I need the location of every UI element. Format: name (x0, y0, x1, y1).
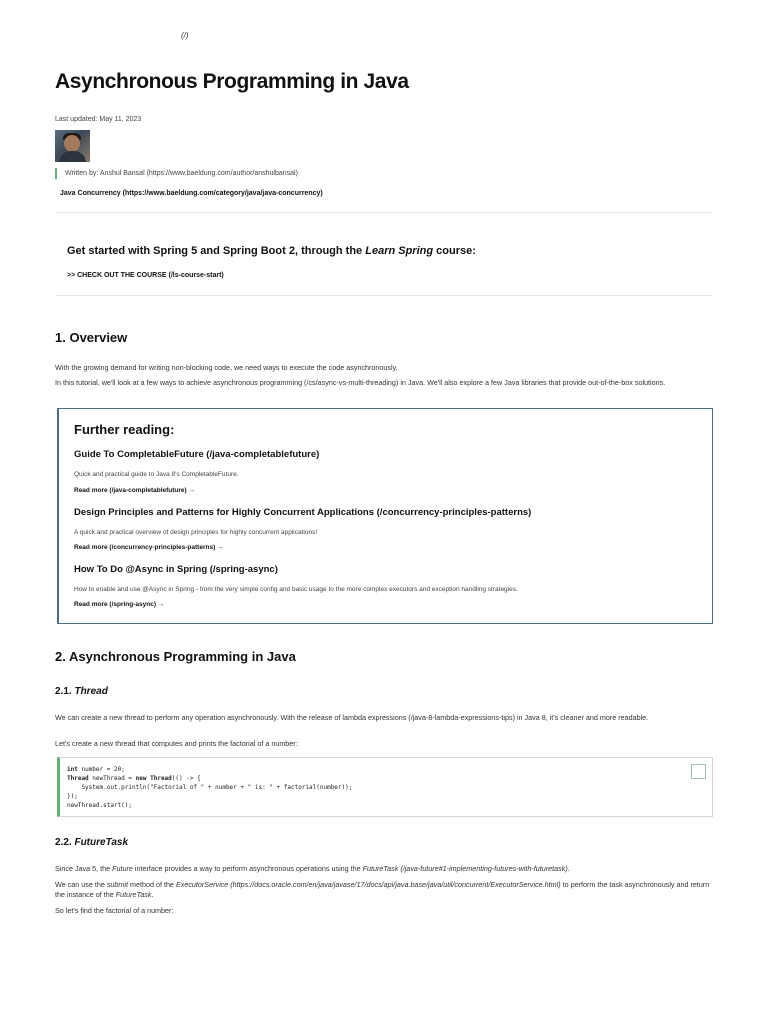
overview-paragraph-2: In this tutorial, we'll look at a few ways to achieve asynchronous programming (/cs/async-vs-multi-threading) in Java. We'll also explore a few Java libraries that provide out-of-the-box solutions. (55, 378, 666, 387)
author-link[interactable]: Written by: Anshul Bansal (https://www.baeldung.com/author/anshulbansal) (55, 168, 298, 179)
overview-paragraph-1: With the growing demand for writing non-blocking code, we need ways to execute the code asynchronously. (55, 363, 398, 372)
author-avatar (55, 130, 90, 162)
copy-icon[interactable] (691, 764, 706, 779)
reading-item-title-link[interactable]: How To Do @Async in Spring (/spring-async) (74, 564, 278, 575)
further-reading-title: Further reading: (74, 422, 175, 437)
thread-subheading: 2.1. Thread (55, 686, 108, 697)
overview-heading: 1. Overview (55, 330, 128, 345)
code-line: System.out.println("Factorial of " + number + " is: " + factorial(number)); (67, 784, 353, 791)
reading-item-title-link[interactable]: Design Principles and Patterns for Highly Concurrent Applications (/concurrency-principles-patterns) (74, 507, 532, 518)
avatar-body (59, 151, 86, 162)
further-reading-box (57, 408, 713, 624)
divider (55, 295, 713, 296)
code-line: }); (67, 793, 78, 800)
read-more-link[interactable]: Read more (/spring-async) → (74, 601, 165, 608)
futuretask-subheading: 2.2. FutureTask (55, 837, 128, 848)
divider (55, 212, 713, 213)
home-link[interactable]: (/) (181, 31, 189, 40)
futuretask-paragraph-1: Since Java 5, the Future interface provides a way to perform asynchronous operations using the FutureTask (/java-future#1-implementing-futures-with-futuretask). (55, 864, 570, 873)
avatar-face (64, 135, 80, 152)
course-link[interactable]: >> CHECK OUT THE COURSE (/ls-course-start) (67, 272, 224, 279)
code-line: int number = 20; (67, 766, 125, 773)
read-more-link[interactable]: Read more (/concurrency-principles-patterns) → (74, 544, 224, 551)
futuretask-paragraph-2: We can use the submit method of the ExecutorService (https://docs.oracle.com/en/java/javase/17/docs/api/java.base/java/util/concurrent/ExecutorService.html) to perform the task asynchronously and return the instance of the FutureTask. (55, 880, 710, 899)
category-link[interactable]: Java Concurrency (https://www.baeldung.com/category/java/java-concurrency) (60, 190, 323, 197)
last-updated: Last updated: May 11, 2023 (55, 116, 142, 123)
code-line: newThread.start(); (67, 802, 133, 809)
reading-item-desc: How to enable and use @Async in Spring - from the very simple config and basic usage to the more complex executors and exception handling strategies. (74, 586, 518, 593)
read-more-link[interactable]: Read more (/java-completablefuture) → (74, 487, 195, 494)
promo-heading: Get started with Spring 5 and Spring Boot 2, through the Learn Spring course: (67, 245, 476, 257)
futuretask-paragraph-3: So let's find the factorial of a number: (55, 906, 174, 915)
article-title: Asynchronous Programming in Java (55, 70, 409, 93)
reading-item-desc: Quick and practical guide to Java 8's CompletableFuture. (74, 471, 239, 478)
thread-paragraph-1: We can create a new thread to perform any operation asynchronously. With the release of lambda expressions (/java-8-lambda-expressions-tips) in Java 8, it's cleaner and more readable. (55, 713, 649, 722)
reading-item-desc: A quick and practical overview of design principles for highly concurrent applications! (74, 529, 318, 536)
thread-paragraph-2: Let's create a new thread that computes and prints the factorial of a number: (55, 739, 298, 748)
code-block (57, 757, 713, 817)
section-2-heading: 2. Asynchronous Programming in Java (55, 649, 296, 664)
code-line: Thread newThread = new Thread(() -> { (67, 775, 201, 782)
reading-item-title-link[interactable]: Guide To CompletableFuture (/java-completablefuture) (74, 449, 320, 460)
